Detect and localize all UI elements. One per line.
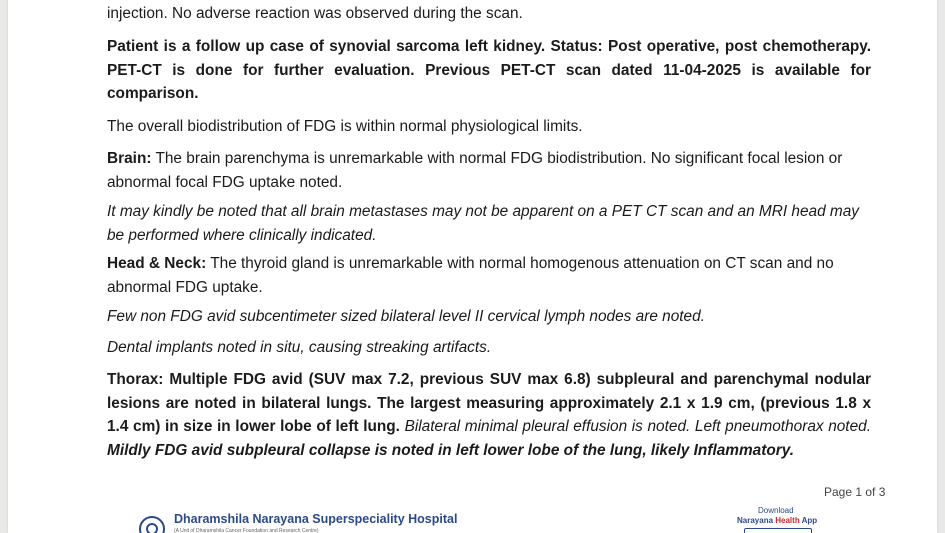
app-download-label: Download — [758, 506, 794, 515]
page-number: Page 1 of 3 — [824, 485, 886, 499]
head-neck-text: The thyroid gland is unremarkable with normal homogenous attenuation on CT scan and no abnormal FDG uptake. — [107, 255, 834, 296]
hospital-subtitle: (A Unit of Dharamshila Cancer Foundation and Research Centre) — [174, 528, 319, 533]
cervical-nodes-note: Few non FDG avid subcentimeter sized bilateral level II cervical lymph nodes are noted. — [107, 308, 705, 325]
thorax-finding — [107, 368, 871, 462]
dental-implants-note: Dental implants noted in situ, causing streaking artifacts. — [107, 339, 492, 356]
brain-label: Brain: — [107, 150, 152, 167]
head-neck-label: Head & Neck: — [107, 255, 207, 272]
thorax-bold-text: Thorax: Multiple FDG avid (SUV max 7.2, previous SUV max 6.8) subpleural and parenchymal nodular lesions are noted in bilateral lungs. The largest measuring approximately 2.1 x 1.9 cm, (previous 1.8 x 1.4 cm) in size in lower lobe of left lung. — [107, 371, 871, 435]
hospital-name: Dharamshila Narayana Superspeciality Hospital — [174, 512, 458, 526]
brain-text: The brain parenchyma is unremarkable with normal FDG biodistribution. No significant focal lesion or abnormal focal FDG uptake noted. — [107, 150, 843, 191]
report-paragraph-injection: injection. No adverse reaction was observed during the scan. — [107, 5, 523, 22]
app-name: Narayana Health App — [737, 516, 818, 525]
hospital-logo-icon — [138, 515, 166, 533]
clinical-history: Patient is a follow up case of synovial sarcoma left kidney. Status: Post operative, post chemotherapy. PET-CT is done for further evaluation. Previous PET-CT scan dated 11-04-2025 is available for comparison. — [107, 38, 871, 102]
brain-disclaimer: It may kindly be noted that all brain metastases may not be apparent on a PET CT scan and an MRI head may be performed where clinically indicated. — [107, 203, 859, 244]
thorax-bold-italic-text: Mildly FDG avid subpleural collapse is noted in left lower lobe of the lung, likely Inflammatory. — [107, 441, 794, 459]
report-page — [8, 0, 937, 533]
head-neck-finding — [107, 252, 871, 299]
thorax-italic-text: Bilateral minimal pleural effusion is noted. Left pneumothorax noted. — [399, 418, 871, 435]
app-store-badge[interactable] — [744, 528, 812, 533]
brain-finding — [107, 147, 871, 194]
biodistribution-note: The overall biodistribution of FDG is within normal physiological limits. — [107, 118, 583, 135]
